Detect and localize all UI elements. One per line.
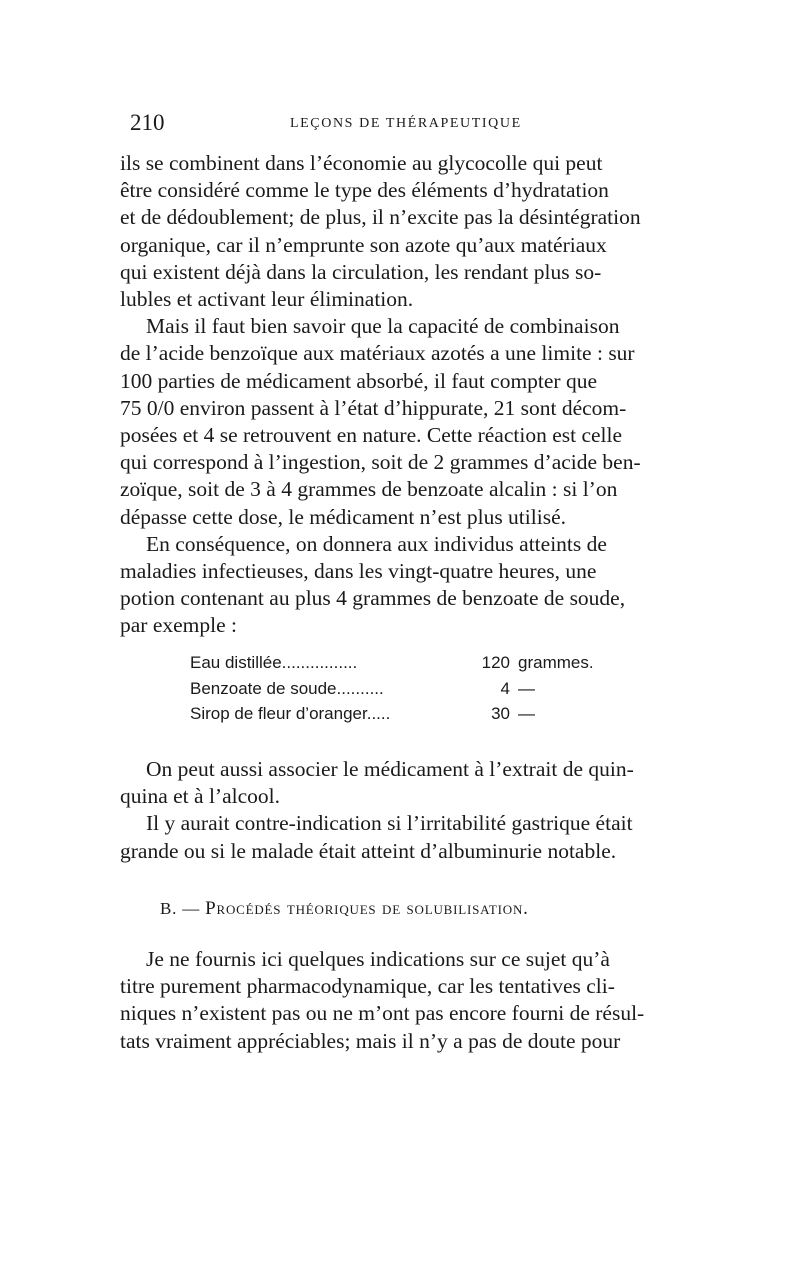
paragraph	[120, 531, 685, 640]
text-line: par exemple :	[120, 613, 238, 638]
text-line: organique, car il n’emprunte son azote qu’aux matériaux	[120, 232, 607, 257]
text-line: Mais il faut bien savoir que la capacité de combinaison	[146, 314, 620, 339]
text-line: ils se combinent dans l’économie au glycocolle qui peut	[120, 151, 603, 175]
text-line: Il y aurait contre-indication si l’irritabilité gastrique était	[146, 811, 633, 836]
formula-quantity: 30	[491, 704, 510, 723]
section-label: B. —	[160, 899, 201, 918]
text-line: 100 parties de médicament absorbé, il faut compter que	[120, 368, 598, 393]
text-line: qui existent déjà dans la circulation, les rendant plus so-	[120, 259, 602, 284]
formula-ingredient: Benzoate de soude..........	[190, 678, 384, 698]
text-line: de l’acide benzoïque aux matériaux azotés a une limite : sur	[120, 341, 635, 366]
page-number: 210	[130, 110, 165, 135]
paragraph	[120, 313, 685, 531]
formula-row	[190, 701, 610, 727]
paragraph	[120, 150, 685, 313]
body-text-top	[120, 150, 685, 640]
text-line: maladies infectieuses, dans les vingt-quatre heures, une	[120, 559, 597, 584]
section-heading	[160, 898, 680, 920]
formula-ingredient: Sirop de fleur d’oranger.....	[190, 704, 391, 723]
text-line: posées et 4 se retrouvent en nature. Cette réaction est celle	[120, 423, 623, 448]
paragraph	[120, 946, 685, 1055]
text-line: titre purement pharmacodynamique, car les tentatives cli-	[120, 974, 615, 999]
text-line: tats vraiment appréciables; mais il n’y a pas de doute pour	[120, 1028, 621, 1053]
paragraph	[120, 810, 685, 864]
text-line: Je ne fournis ici quelques indications sur ce sujet qu’à	[146, 947, 610, 971]
text-line: lubles et activant leur élimination.	[120, 287, 414, 312]
formula-row	[190, 650, 610, 676]
text-line: grande ou si le malade était atteint d’albuminurie notable.	[120, 838, 617, 863]
section-title: Procédés théoriques de solubilisation.	[205, 898, 529, 919]
text-line: et de dédoublement; de plus, il n’excite pas la désintégration	[120, 205, 641, 230]
formula-ingredient: Eau distillée................	[190, 653, 358, 672]
paragraph	[120, 756, 685, 810]
text-line: dépasse cette dose, le médicament n’est plus utilisé.	[120, 504, 566, 529]
body-text-bottom	[120, 946, 685, 1055]
running-title: LEÇONS DE THÉRAPEUTIQUE	[290, 116, 522, 131]
formula-unit: grammes.	[518, 653, 594, 672]
prescription-formula	[190, 650, 610, 727]
text-line: On peut aussi associer le médicament à l’extrait de quin-	[146, 757, 634, 781]
text-line: qui correspond à l’ingestion, soit de 2 grammes d’acide ben-	[120, 450, 641, 475]
formula-row	[190, 676, 610, 702]
text-line: quina et à l’alcool.	[120, 784, 280, 809]
formula-quantity: 120	[481, 653, 510, 672]
text-line: zoïque, soit de 3 à 4 grammes de benzoate alcalin : si l’on	[120, 477, 618, 502]
text-line: potion contenant au plus 4 grammes de benzoate de soude,	[120, 586, 626, 611]
body-text-middle	[120, 756, 685, 865]
formula-quantity: 4	[500, 678, 510, 698]
text-line: En conséquence, on donnera aux individus atteints de	[146, 531, 607, 556]
formula-unit: —	[518, 678, 535, 698]
text-line: 75 0/0 environ passent à l’état d’hippurate, 21 sont décom-	[120, 395, 627, 420]
text-line: niques n’existent pas ou ne m’ont pas encore fourni de résul-	[120, 1001, 645, 1026]
page-header	[120, 110, 685, 144]
formula-unit: —	[518, 704, 535, 723]
text-line: être considéré comme le type des éléments d’hydratation	[120, 178, 609, 203]
